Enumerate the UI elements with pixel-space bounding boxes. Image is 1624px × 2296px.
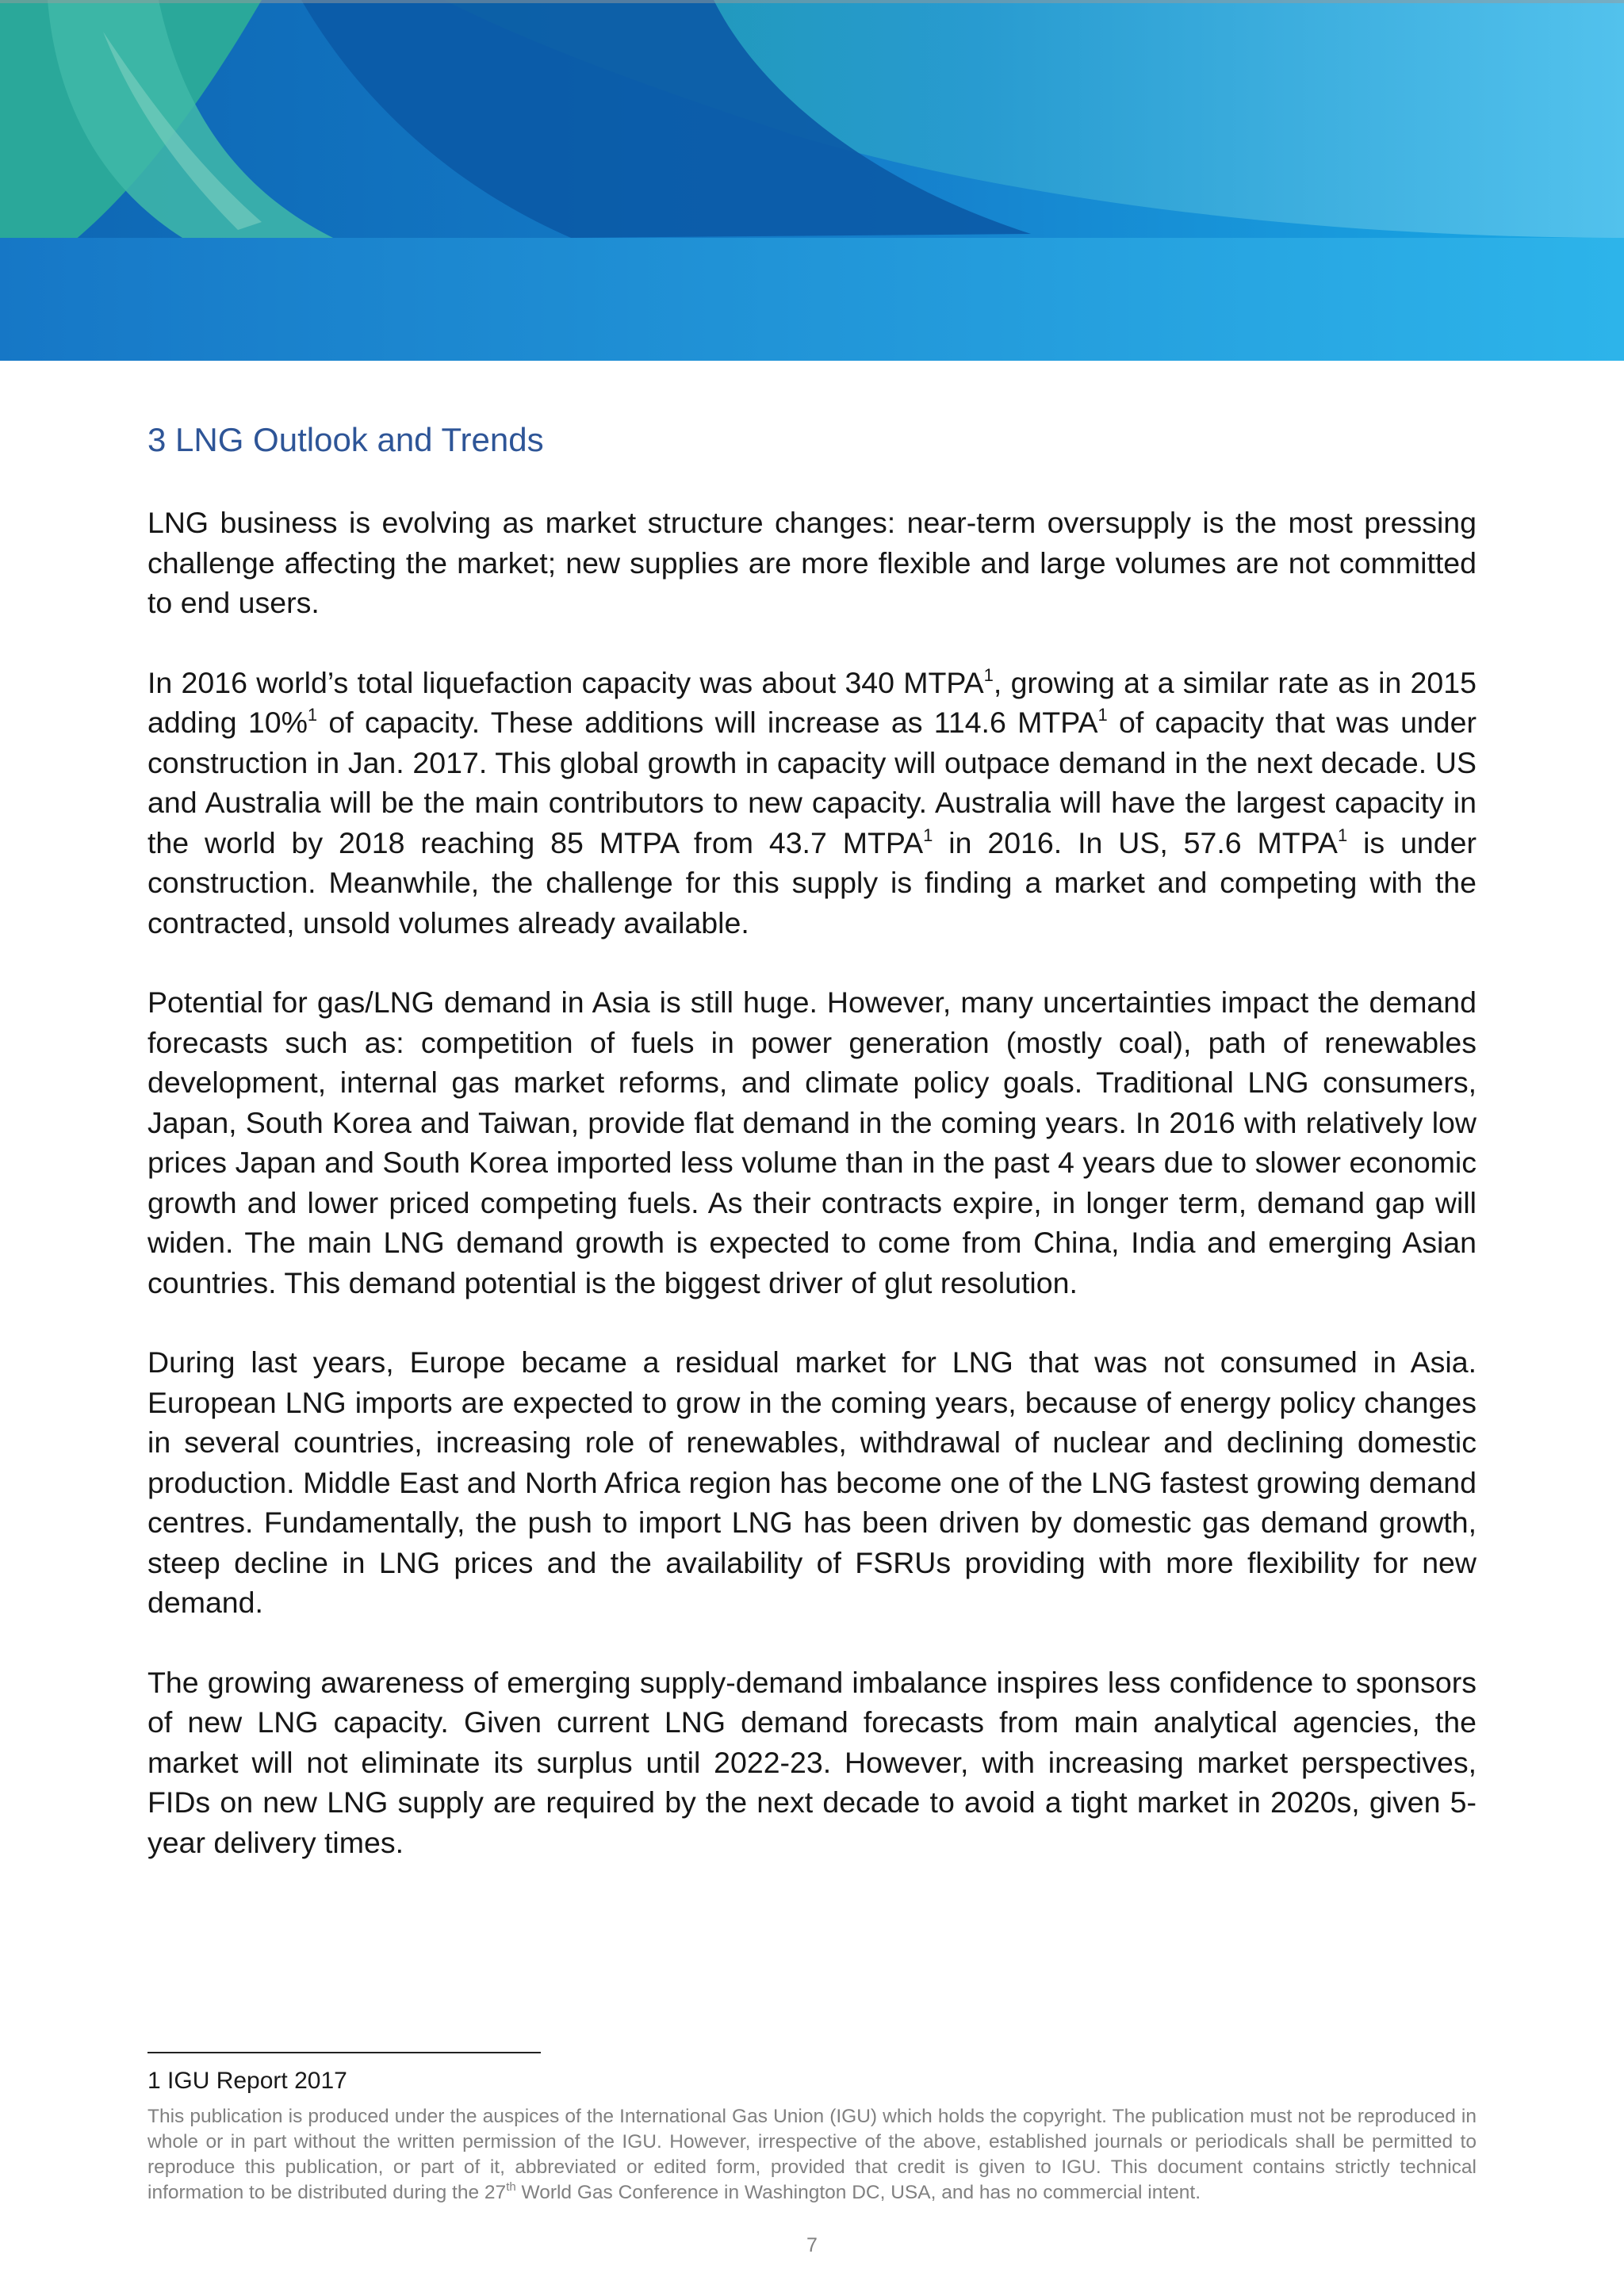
- footnote-ref: 1: [307, 705, 318, 725]
- paragraph-4: During last years, Europe became a residual market for LNG that was not consumed in Asia. European LNG imports are expected to grow in the coming years, because of energy policy changes in several countries, increasing role of renewables, withdrawal of nuclear and declining domestic production. Middle East and North Africa region has become one of the LNG fastest growing demand centres. Fundamentally, the push to import LNG has been driven by domestic gas demand growth, steep decline in LNG prices and the availability of FSRUs providing with more flexibility for new demand.: [147, 1345, 1477, 1620]
- paragraph-2-text-f: is under construction. Meanwhile, the challenge for this supply is finding a market and competing with the contracted, unsold volumes already available.: [147, 825, 1477, 939]
- paragraph-1: LNG business is evolving as market structure changes: near-term oversupply is the most pressing challenge affecting the market; new supplies are more flexible and large volumes are not committed to end users.: [147, 506, 1477, 620]
- paragraph-2-text-c: of capacity. These additions will increase as 114.6 MTPA: [317, 706, 1098, 740]
- banner-graphic: [0, 0, 1624, 373]
- page-number: 7: [806, 2234, 818, 2256]
- footnote: 1 IGU Report 2017: [147, 2068, 347, 2094]
- footnote-ref: 1: [1337, 825, 1348, 845]
- footnote-divider: [147, 2052, 541, 2053]
- disclaimer-text-a: This publication is produced under the auspices of the International Gas Union (IGU) which holds the copyright. The publication must not be reproduced in whole or in part without the written permission of the IGU. However, irrespective of the above, established journals or periodicals shall be permitted to reproduce this publication, or part of it, abbreviated or edited form, provided that credit is given to IGU. This document contains strictly technical information to be distributed during the 27: [147, 2106, 1477, 2203]
- paragraph-2-text-a: In 2016 world’s total liquefaction capacity was about 340 MTPA: [147, 665, 984, 699]
- disclaimer-text-b: World Gas Conference in Washington DC, USA, and has no commercial intent.: [515, 2182, 1201, 2203]
- disclaimer-ordinal: th: [506, 2180, 516, 2194]
- paragraph-2: [147, 663, 1477, 943]
- section-title: 3 LNG Outlook and Trends: [147, 421, 544, 458]
- paragraph-3: Potential for gas/LNG demand in Asia is still huge. However, many uncertainties impact the demand forecasts such as: competition of fuels in power generation (mostly coal), path of renewables development, internal gas market reforms, and climate policy goals. Traditional LNG consumers, Japan, South Korea and Taiwan, provide flat demand in the coming years. In 2016 with relatively low prices Japan and South Korea imported less volume than in the past 4 years due to slower economic growth and lower priced competing fuels. As their contracts expire, in longer term, demand gap will widen. The main LNG demand growth is expected to come from China, India and emerging Asian countries. This demand potential is the biggest driver of glut resolution.: [147, 985, 1477, 1299]
- main-content: [147, 420, 1477, 1902]
- paragraph-2-text-e: in 2016. In US, 57.6 MTPA: [933, 825, 1338, 859]
- footnote-ref: 1: [1097, 705, 1108, 725]
- paragraph-2-text-b: , growing at a similar rate as in 2015 adding 10%: [147, 665, 1477, 740]
- paragraph-5: The growing awareness of emerging supply-demand imbalance inspires less confidence to sponsors of new LNG capacity. Given current LNG demand forecasts from main analytical agencies, the market will not eliminate its surplus until 2022-23. However, with increasing market perspectives, FIDs on new LNG supply are required by the next decade to avoid a tight market in 2020s, given 5-year delivery times.: [147, 1665, 1477, 1859]
- footnote-ref: 1: [923, 825, 933, 845]
- header-banner: [0, 0, 1624, 373]
- paragraph-2-text-d: of capacity that was under construction in Jan. 2017. This global growth in capacity will outpace demand in the next decade. US and Australia will be the main contributors to new capacity. Australia will have the largest capacity in the world by 2018 reaching 85 MTPA from 43.7 MTPA: [147, 706, 1477, 859]
- footnote-ref: 1: [983, 664, 994, 685]
- copyright-disclaimer: [147, 2104, 1477, 2206]
